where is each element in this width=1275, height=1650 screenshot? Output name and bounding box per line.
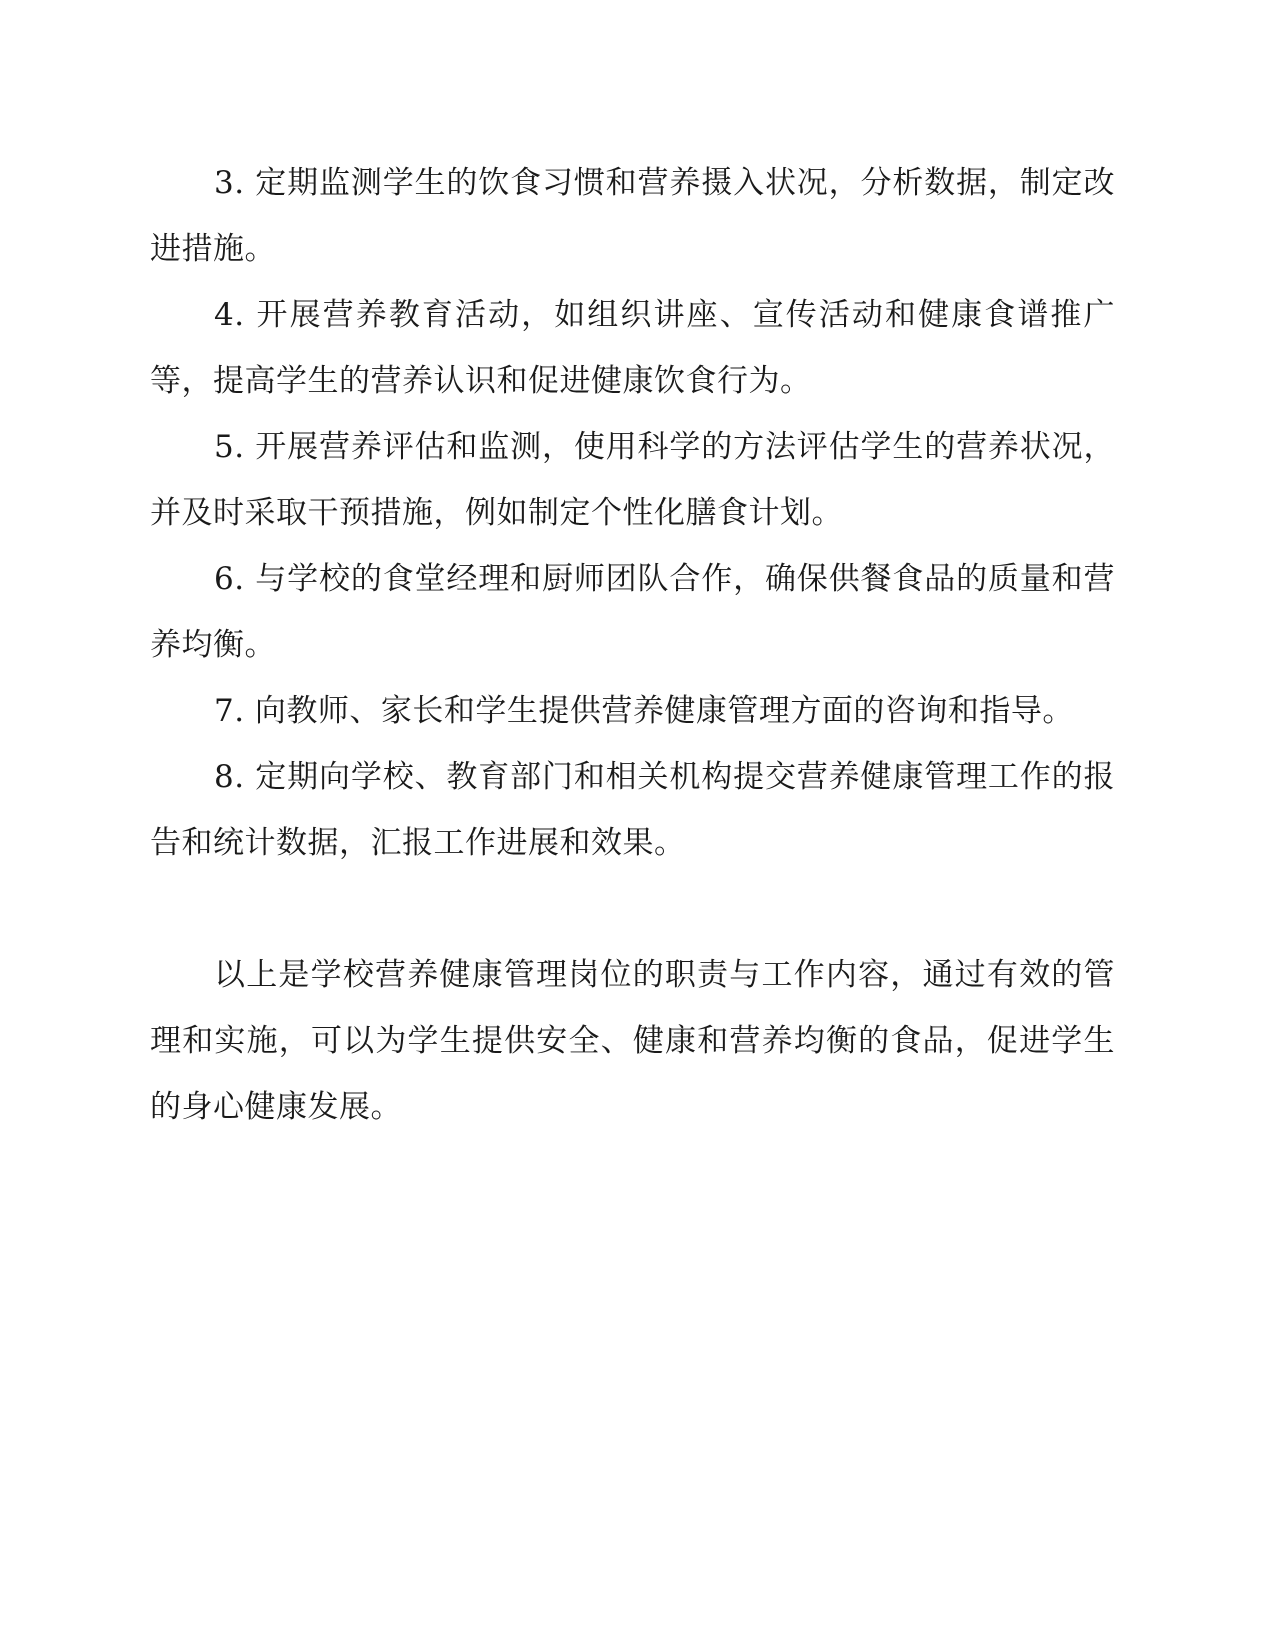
list-item-3: 3. 定期监测学生的饮食习惯和营养摄入状况，分析数据，制定改进措施。 xyxy=(150,165,1115,267)
list-item-7: 7. 向教师、家长和学生提供营养健康管理方面的咨询和指导。 xyxy=(214,693,1074,729)
list-item-6: 6. 与学校的食堂经理和厨师团队合作，确保供餐食品的质量和营养均衡。 xyxy=(150,561,1115,663)
list-item-4: 4. 开展营养教育活动，如组织讲座、宣传活动和健康食谱推广等，提高学生的营养认识和促进健康饮食行为。 xyxy=(150,297,1115,399)
document-body xyxy=(150,150,1115,1140)
conclusion-paragraph: 以上是学校营养健康管理岗位的职责与工作内容，通过有效的管理和实施，可以为学生提供安全、健康和营养均衡的食品，促进学生的身心健康发展。 xyxy=(150,957,1115,1125)
list-item-8: 8. 定期向学校、教育部门和相关机构提交营养健康管理工作的报告和统计数据，汇报工作进展和效果。 xyxy=(150,759,1115,861)
paragraph-spacer xyxy=(150,876,1115,942)
list-item-5: 5. 开展营养评估和监测，使用科学的方法评估学生的营养状况，并及时采取干预措施，例如制定个性化膳食计划。 xyxy=(150,429,1115,531)
